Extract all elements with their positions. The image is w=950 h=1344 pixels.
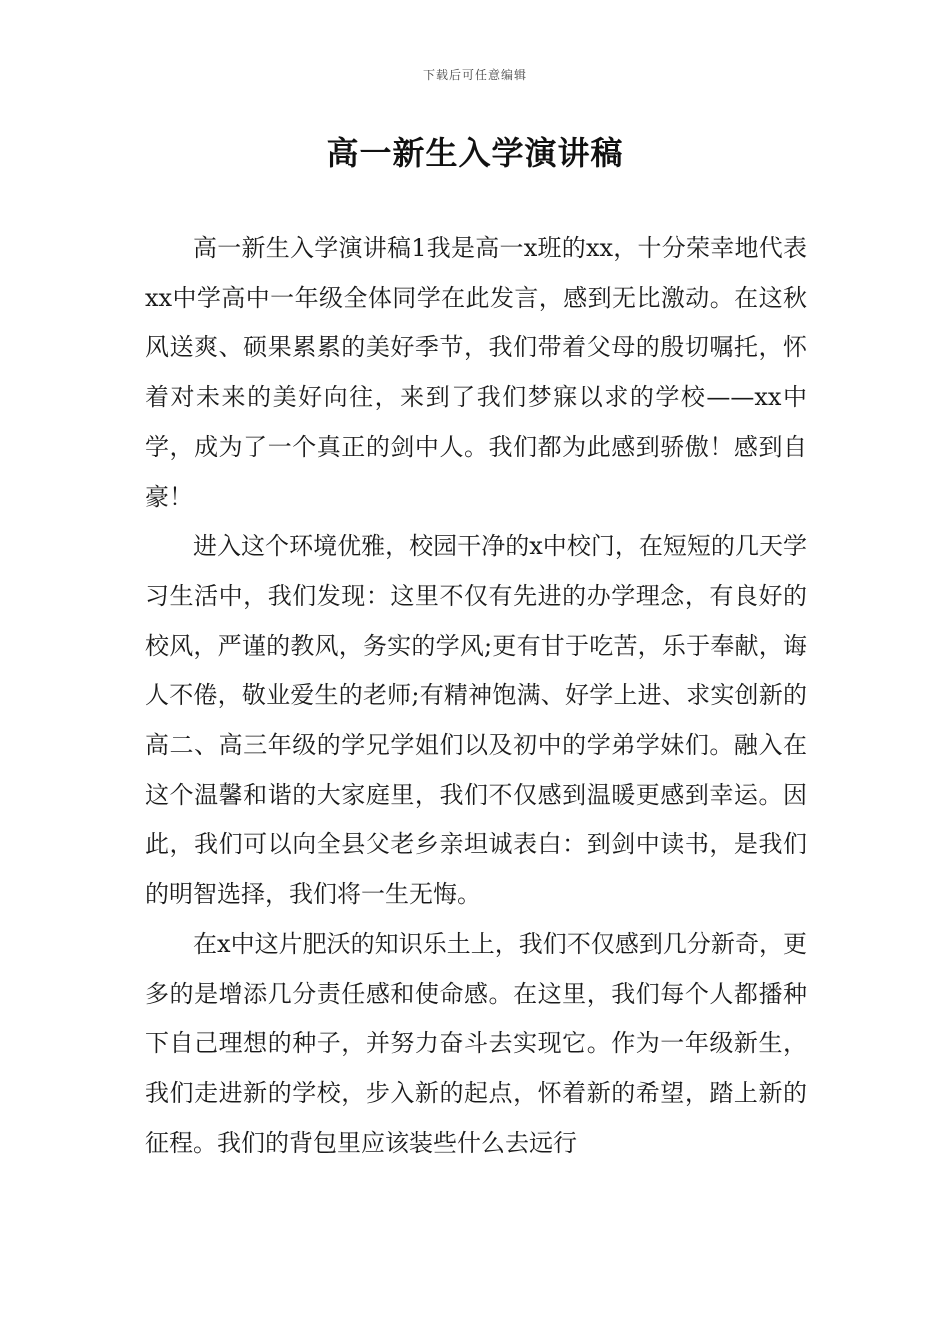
- page-title: 高一新生入学演讲稿: [326, 134, 624, 172]
- paragraph-3: 在x中这片肥沃的知识乐土上，我们不仅感到几分新奇，更多的是增添几分责任感和使命感。在这里，我们每个人都播种下自己理想的种子，并努力奋斗去实现它。作为一年级新生，我们走进新的学校，步入新的起点，怀着新的希望，踏上新的征程。我们的背包里应该装些什么去远行: [145, 929, 807, 1157]
- header-note: 下载后可任意编辑: [422, 68, 527, 82]
- paragraph-1: 高一新生入学演讲稿1我是高一x班的xx，十分荣幸地代表xx中学高中一年级全体同学在此发言，感到无比激动。在这秋风送爽、硕果累累的美好季节，我们带着父母的殷切嘱托，怀着对未来的美好向往，来到了我们梦寐以求的学校——xx中学，成为了一个真正的剑中人。我们都为此感到骄傲！感到自豪！: [145, 234, 807, 511]
- document-body: [145, 224, 807, 1168]
- paragraph-2: 进入这个环境优雅，校园干净的x中校门，在短短的几天学习生活中，我们发现：这里不仅有先进的办学理念，有良好的校风，严谨的教风，务实的学风;更有甘于吃苦，乐于奉献，诲人不倦，敬业爱生的老师;有精神饱满、好学上进、求实创新的高二、高三年级的学兄学姐们以及初中的学弟学妹们。融入在这个温馨和谐的大家庭里，我们不仅感到温暖更感到幸运。因此，我们可以向全县父老乡亲坦诚表白：到剑中读书，是我们的明智选择，我们将一生无悔。: [145, 532, 807, 909]
